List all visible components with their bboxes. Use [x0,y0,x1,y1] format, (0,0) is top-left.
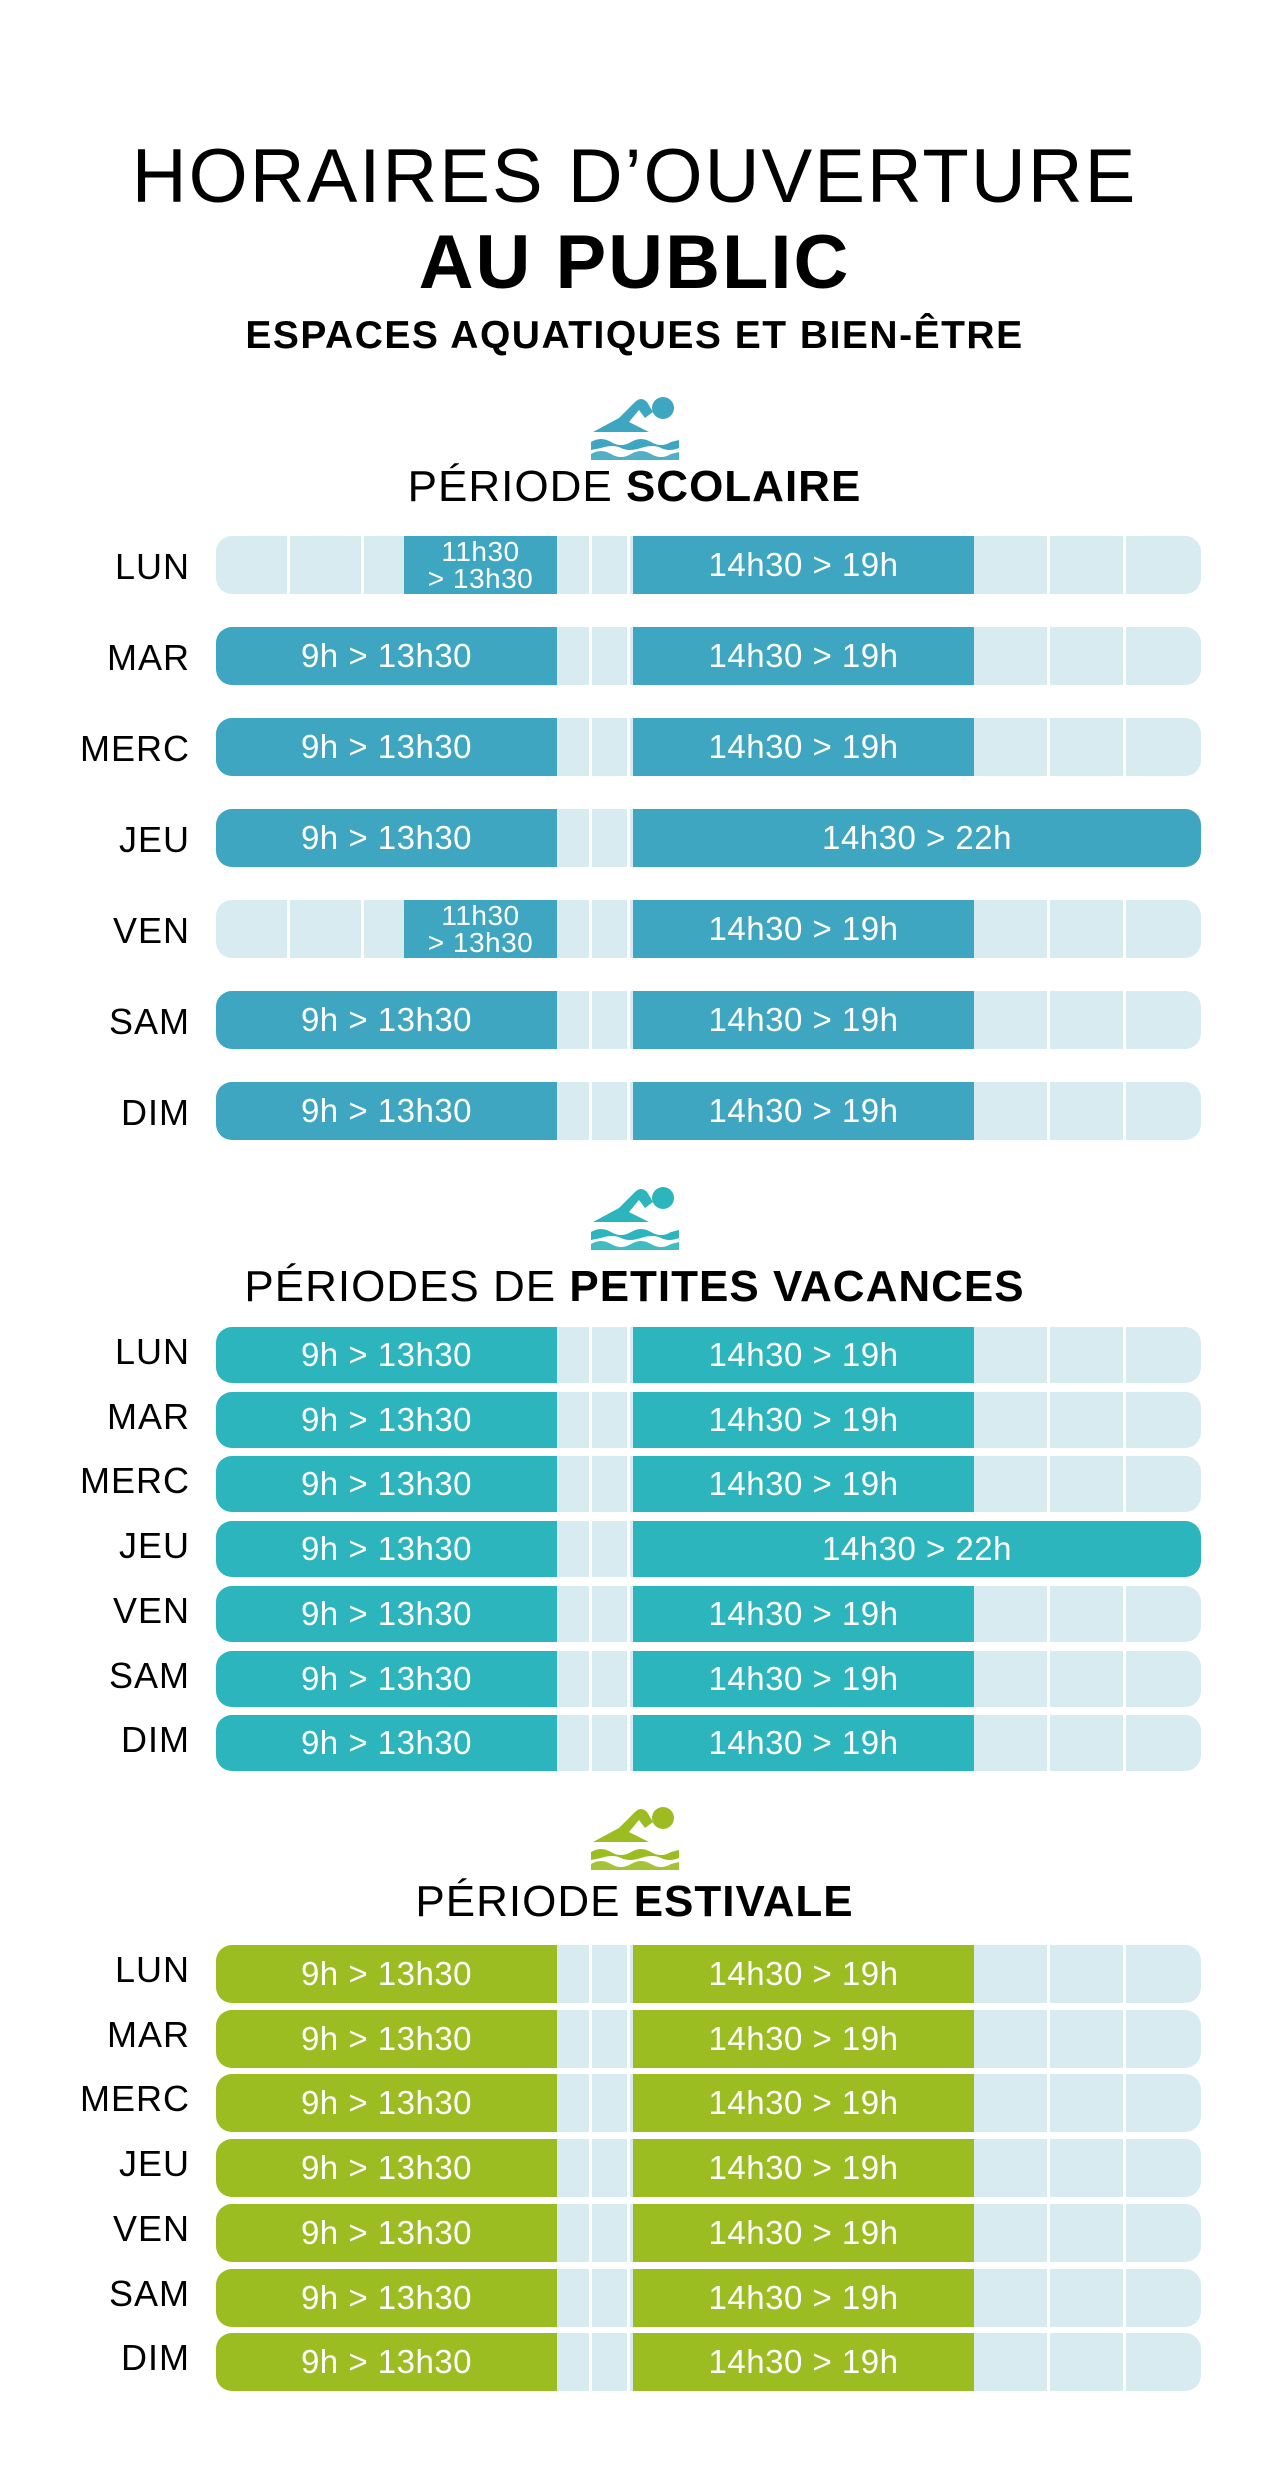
morning-slot: 9h > 13h30 [216,2010,557,2068]
schedule-row [216,1945,1201,2003]
schedule-row [216,1456,1201,1512]
time-slot-cell [592,1392,630,1448]
morning-slot-line2: > 13h30 [427,563,534,594]
schedule-row [216,627,1201,685]
time-slot-cell [1050,627,1126,685]
schedule-row [216,1521,1201,1577]
time-slot-cell [1050,1392,1126,1448]
morning-slot: 9h > 13h30 [216,2269,557,2327]
schedule-row [216,809,1201,867]
morning-slot [404,900,557,958]
day-label: MERC [80,1460,190,1502]
time-slot-cell [1050,536,1126,594]
section-heading-light: PÉRIODE [407,462,626,511]
morning-slot [404,536,557,594]
time-slot-cell [974,2139,1050,2197]
day-label: VEN [112,1589,190,1631]
time-slot-cell [592,1456,630,1512]
time-slot-cell [974,718,1050,776]
morning-slot-line1: 11h30 [441,536,520,567]
schedule-row [216,1586,1201,1642]
schedule-row [216,900,1201,958]
morning-slot: 9h > 13h30 [216,627,557,685]
time-slot-cell [974,1586,1050,1642]
time-slot-cell [1050,1456,1126,1512]
afternoon-slot: 14h30 > 19h [633,1651,974,1707]
morning-slot: 9h > 13h30 [216,991,557,1049]
morning-slot: 9h > 13h30 [216,1586,557,1642]
time-slot-cell [974,1082,1050,1140]
time-slot-cell [1050,718,1126,776]
afternoon-slot: 14h30 > 19h [633,2333,974,2391]
time-slot-cell [974,1715,1050,1771]
section-heading-bold: ESTIVALE [633,1877,854,1926]
morning-slot: 9h > 13h30 [216,1392,557,1448]
afternoon-slot: 14h30 > 19h [633,1586,974,1642]
time-slot-cell [974,1327,1050,1383]
afternoon-slot: 14h30 > 19h [633,2074,974,2132]
afternoon-slot: 14h30 > 19h [633,627,974,685]
time-slot-cell [592,1651,630,1707]
morning-slot: 9h > 13h30 [216,809,557,867]
afternoon-slot: 14h30 > 19h [633,1392,974,1448]
time-slot-cell [592,991,630,1049]
schedule-row [216,536,1201,594]
time-slot-cell [1050,991,1126,1049]
afternoon-slot: 14h30 > 19h [633,536,974,594]
time-slot-cell [216,900,290,958]
page-subtitle: ESPACES AQUATIQUES ET BIEN-ÊTRE [245,314,1024,357]
time-slot-cell [592,1715,630,1771]
day-label: DIM [121,1719,190,1761]
afternoon-slot: 14h30 > 19h [633,1082,974,1140]
time-slot-cell [592,2269,630,2327]
day-label: MAR [107,637,190,678]
time-slot-cell [1126,536,1201,594]
morning-slot: 9h > 13h30 [216,2333,557,2391]
time-slot-cell [592,1586,630,1642]
time-slot-cell [592,1082,630,1140]
time-slot-cell [592,718,630,776]
afternoon-slot: 14h30 > 19h [633,2269,974,2327]
afternoon-slot: 14h30 > 19h [633,1456,974,1512]
time-slot-cell [1126,1392,1201,1448]
time-slot-cell [592,536,630,594]
time-slot-cell [592,1945,630,2003]
schedule-row [216,1651,1201,1707]
day-label: LUN [114,1949,190,1990]
time-slot-cell [290,536,364,594]
day-label: MAR [107,2013,190,2055]
time-slot-cell [1050,1715,1126,1771]
schedule-row [216,2010,1201,2068]
time-slot-cell [290,900,364,958]
time-slot-cell [1126,1651,1201,1707]
time-slot-cell [1126,1715,1201,1771]
time-slot-cell [1126,1586,1201,1642]
schedule-row [216,2139,1201,2197]
time-slot-cell [592,1521,630,1577]
time-slot-cell [974,2010,1050,2068]
afternoon-slot: 14h30 > 19h [633,1945,974,2003]
time-slot-cell [1050,1586,1126,1642]
time-slot-cell [1050,900,1126,958]
time-slot-cell [974,536,1050,594]
section-heading [0,462,1269,512]
time-slot-cell [974,1945,1050,2003]
morning-slot: 9h > 13h30 [216,1082,557,1140]
time-slot-cell [592,1327,630,1383]
time-slot-cell [974,1392,1050,1448]
afternoon-slot: 14h30 > 19h [633,2139,974,2197]
day-label: JEU [118,819,190,860]
morning-slot: 9h > 13h30 [216,1327,557,1383]
morning-slot: 9h > 13h30 [216,1521,557,1577]
time-slot-cell [1050,2269,1126,2327]
schedule-row [216,2204,1201,2262]
swimmer-icon [589,1182,681,1250]
day-label: DIM [121,1092,190,1133]
swimmer-icon [589,1802,681,1870]
day-label: DIM [121,2337,190,2379]
time-slot-cell [1126,718,1201,776]
time-slot-cell [1126,1456,1201,1512]
time-slot-cell [592,2010,630,2068]
time-slot-cell [1126,2074,1201,2132]
time-slot-cell [974,991,1050,1049]
afternoon-slot: 14h30 > 19h [633,900,974,958]
afternoon-slot: 14h30 > 19h [633,2204,974,2262]
time-slot-cell [592,627,630,685]
morning-slot: 9h > 13h30 [216,1456,557,1512]
time-slot-cell [1050,1945,1126,2003]
section-heading-bold: SCOLAIRE [625,462,862,511]
morning-slot: 9h > 13h30 [216,2139,557,2197]
time-slot-cell [1126,2333,1201,2391]
time-slot-cell [1050,2010,1126,2068]
time-slot-cell [592,2139,630,2197]
time-slot-cell [1050,2074,1126,2132]
day-label: MAR [107,1395,190,1437]
time-slot-cell [974,627,1050,685]
afternoon-slot: 14h30 > 19h [633,2010,974,2068]
day-label: SAM [108,1654,190,1696]
morning-slot-line2: > 13h30 [427,927,534,958]
time-slot-cell [1050,1082,1126,1140]
day-label: SAM [108,2272,190,2314]
afternoon-slot: 14h30 > 22h [633,809,1201,867]
time-slot-cell [974,2333,1050,2391]
day-label: LUN [114,546,190,587]
time-slot-cell [974,900,1050,958]
time-slot-cell [1126,627,1201,685]
page-title: HORAIRES D’OUVERTURE [131,134,1138,219]
time-slot-cell [974,1456,1050,1512]
time-slot-cell [974,2269,1050,2327]
day-label: JEU [118,1525,190,1567]
time-slot-cell [1126,2269,1201,2327]
afternoon-slot: 14h30 > 19h [633,718,974,776]
time-slot-cell [1126,2204,1201,2262]
time-slot-cell [592,900,630,958]
time-slot-cell [1050,1651,1126,1707]
day-label: JEU [118,2143,190,2185]
schedule-row [216,2269,1201,2327]
morning-slot: 9h > 13h30 [216,1651,557,1707]
time-slot-cell [1126,900,1201,958]
time-slot-cell [974,2204,1050,2262]
time-slot-cell [592,2074,630,2132]
section-heading [0,1877,1269,1927]
morning-slot: 9h > 13h30 [216,1715,557,1771]
day-label: VEN [112,910,190,951]
time-slot-cell [1050,2333,1126,2391]
schedule-row [216,1392,1201,1448]
page-title-bold: AU PUBLIC [418,220,851,305]
time-slot-cell [1050,2204,1126,2262]
afternoon-slot: 14h30 > 22h [633,1521,1201,1577]
time-slot-cell [592,809,630,867]
day-label: MERC [80,728,190,769]
time-slot-cell [1126,991,1201,1049]
schedule-row [216,1082,1201,1140]
time-slot-cell [592,2333,630,2391]
time-slot-cell [216,536,290,594]
morning-slot: 9h > 13h30 [216,2074,557,2132]
time-slot-cell [1126,1945,1201,2003]
day-label: LUN [114,1331,190,1372]
day-label: SAM [108,1001,190,1042]
time-slot-cell [1126,1082,1201,1140]
section-heading-bold: PETITES VACANCES [569,1262,1025,1311]
time-slot-cell [1050,2139,1126,2197]
time-slot-cell [1126,1327,1201,1383]
morning-slot: 9h > 13h30 [216,2204,557,2262]
afternoon-slot: 14h30 > 19h [633,1715,974,1771]
schedule-row [216,1715,1201,1771]
time-slot-cell [592,2204,630,2262]
day-label: VEN [112,2207,190,2249]
schedule-row [216,2074,1201,2132]
morning-slot: 9h > 13h30 [216,1945,557,2003]
schedule-row [216,2333,1201,2391]
time-slot-cell [1126,2139,1201,2197]
schedule-row [216,1327,1201,1383]
schedule-row [216,991,1201,1049]
time-slot-cell [974,2074,1050,2132]
time-slot-cell [974,1651,1050,1707]
morning-slot-line1: 11h30 [441,900,520,931]
afternoon-slot: 14h30 > 19h [633,1327,974,1383]
time-slot-cell [1050,1327,1126,1383]
morning-slot: 9h > 13h30 [216,718,557,776]
time-slot-cell [1126,2010,1201,2068]
afternoon-slot: 14h30 > 19h [633,991,974,1049]
section-heading-light: PÉRIODE [415,1877,634,1926]
day-label: MERC [80,2078,190,2120]
section-heading-light: PÉRIODES DE [244,1262,570,1311]
schedule-row [216,718,1201,776]
section-heading [0,1262,1269,1312]
swimmer-icon [589,392,681,460]
